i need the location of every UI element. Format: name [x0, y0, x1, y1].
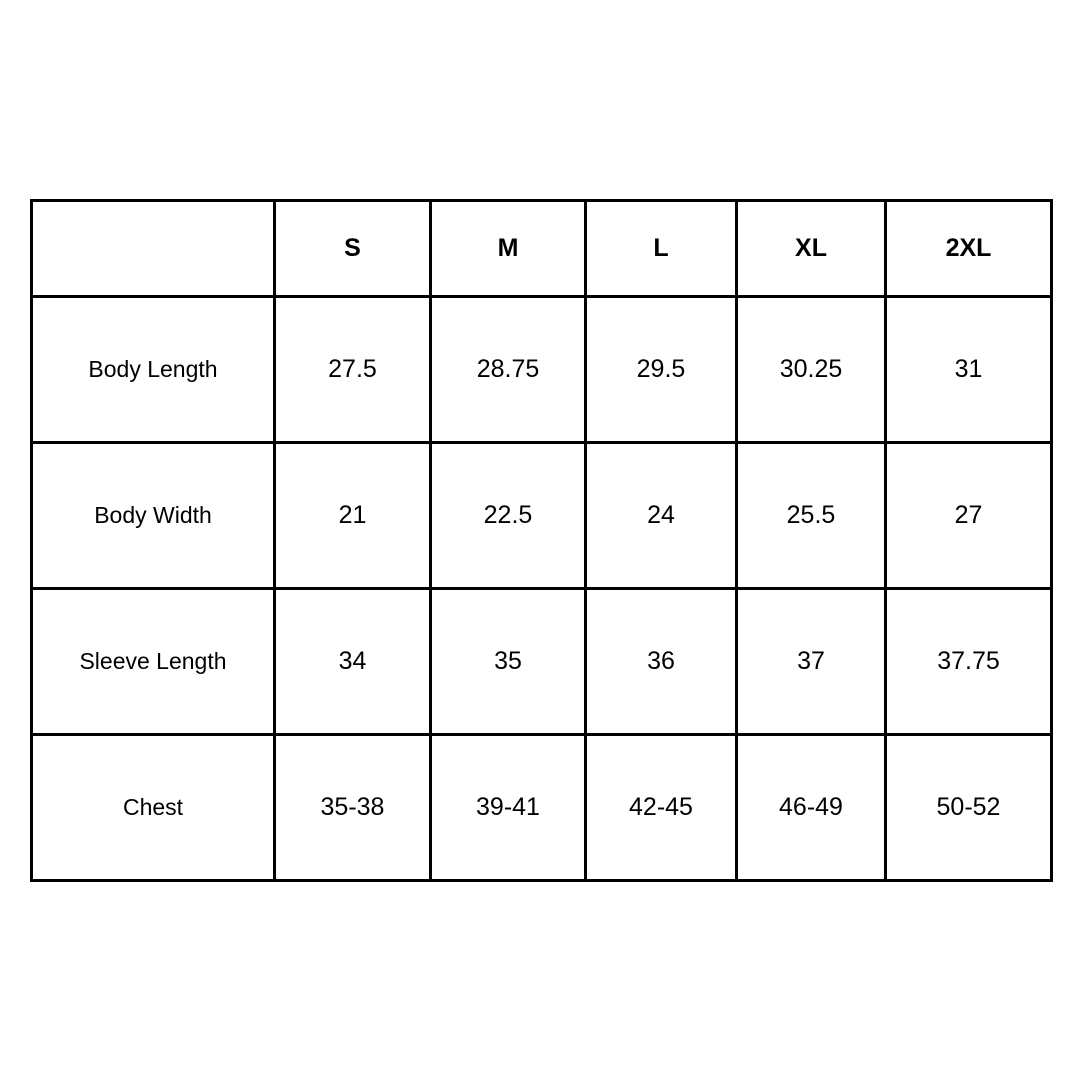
table-cell: 22.5	[431, 443, 586, 589]
corner-cell	[32, 201, 275, 297]
row-label-body-length: Body Length	[32, 297, 275, 443]
table-cell: 39-41	[431, 735, 586, 881]
row-label-body-width: Body Width	[32, 443, 275, 589]
size-header-l: L	[586, 201, 737, 297]
row-label-sleeve-length: Sleeve Length	[32, 589, 275, 735]
size-header-2xl: 2XL	[886, 201, 1052, 297]
table-cell: 35	[431, 589, 586, 735]
table-cell: 50-52	[886, 735, 1052, 881]
table-cell: 46-49	[737, 735, 886, 881]
table-cell: 30.25	[737, 297, 886, 443]
table-cell: 34	[275, 589, 431, 735]
table-cell: 29.5	[586, 297, 737, 443]
table-row	[32, 443, 1052, 589]
table-cell: 35-38	[275, 735, 431, 881]
size-chart-table	[30, 199, 1053, 882]
table-cell: 28.75	[431, 297, 586, 443]
table-cell: 24	[586, 443, 737, 589]
table-cell: 31	[886, 297, 1052, 443]
table-cell: 36	[586, 589, 737, 735]
table-cell: 27	[886, 443, 1052, 589]
table-cell: 27.5	[275, 297, 431, 443]
size-header-s: S	[275, 201, 431, 297]
table-cell: 37	[737, 589, 886, 735]
table-row	[32, 735, 1052, 881]
row-label-chest: Chest	[32, 735, 275, 881]
table-cell: 37.75	[886, 589, 1052, 735]
table-row	[32, 297, 1052, 443]
table-cell: 42-45	[586, 735, 737, 881]
table-cell: 25.5	[737, 443, 886, 589]
size-header-xl: XL	[737, 201, 886, 297]
header-row	[32, 201, 1052, 297]
table-cell: 21	[275, 443, 431, 589]
size-header-m: M	[431, 201, 586, 297]
table-row	[32, 589, 1052, 735]
